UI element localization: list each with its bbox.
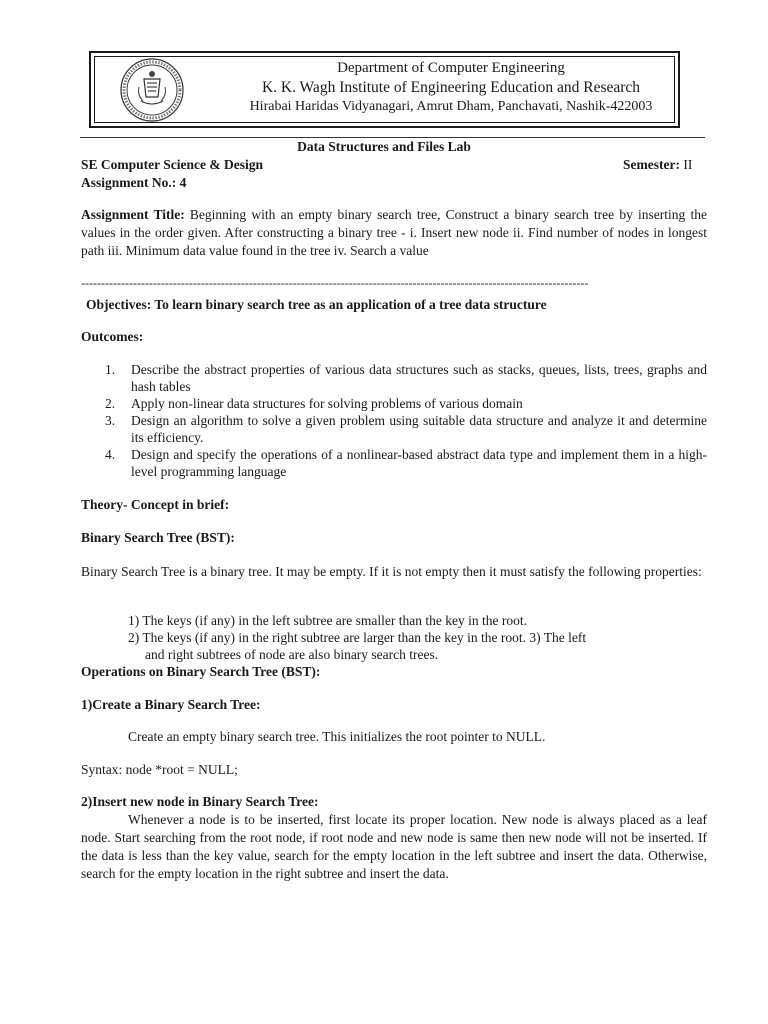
bst-property-1: 1) The keys (if any) in the left subtree are smaller than the key in the root.: [128, 613, 527, 628]
insert-heading: 2)Insert new node in Binary Search Tree:: [81, 794, 319, 809]
bst-heading: Binary Search Tree (BST):: [81, 530, 235, 545]
institute-address: Hirabai Haridas Vidyanagari, Amrut Dham, Panchavati, Nashik-422003: [249, 99, 653, 114]
list-item: 4. Design and specify the operations of a nonlinear-based abstract data type and implement them in a high-level programming language: [105, 447, 707, 479]
institute-name: K. K. Wagh Institute of Engineering Education and Research: [261, 79, 641, 96]
letterhead-box: [89, 51, 680, 128]
letterhead-text: [221, 59, 681, 116]
insert-text: Whenever a node is to be inserted, first locate its proper location. New node is always placed as a leaf node. Start searching from the root node, if root node and new node is same then new node will not be inserted. If the data is less than the key value, search for the empty location in the left subtree and insert the data. Otherwise, search for the empty location in the right subtree and insert the data.: [81, 812, 707, 881]
assignment-title-label: Assignment Title:: [81, 207, 185, 222]
semester: [623, 157, 692, 173]
semester-value: II: [683, 157, 693, 172]
operations-heading: Operations on Binary Search Tree (BST):: [81, 664, 321, 679]
list-item: 1. Describe the abstract properties of various data structures such as stacks, queues, lists, trees, graphs and hash tables: [105, 362, 707, 394]
department-name: Department of Computer Engineering: [337, 60, 565, 76]
assignment-number: Assignment No.: 4: [81, 175, 187, 190]
section-divider: -------------------------------------------------------------------------------------------------------------------------------: [81, 276, 589, 290]
list-item: 2. Apply non-linear data structures for solving problems of various domain: [105, 396, 523, 411]
objectives: Objectives: To learn binary search tree as an application of a tree data structure: [86, 297, 547, 312]
syntax-text: Syntax: node *root = NULL;: [81, 762, 238, 777]
outcomes-heading: Outcomes:: [81, 329, 144, 344]
course-name: SE Computer Science & Design: [81, 157, 263, 172]
semester-label: Semester:: [623, 157, 680, 172]
theory-heading: Theory- Concept in brief:: [81, 497, 230, 512]
institute-emblem-icon: [119, 57, 185, 123]
assignment-title-text: Beginning with an empty binary search tree, Construct a binary search tree by inserting the values in the order given. After constructing a binary tree - i. Insert new node ii. Find number of nodes in longest path iii. Minimum data value found in the tree iv. Search a value: [81, 207, 707, 258]
header-rule: [80, 137, 705, 138]
list-item: 3. Design an algorithm to solve a given problem using suitable data structure and analyze it and determine its efficiency.: [105, 413, 707, 445]
bst-property-2-continued: and right subtrees of node are also binary search trees.: [145, 647, 439, 662]
outcomes-list: [105, 361, 707, 480]
assignment-title: [81, 206, 707, 260]
create-text: Create an empty binary search tree. This initializes the root pointer to NULL.: [128, 729, 546, 744]
lab-title: Data Structures and Files Lab: [297, 139, 471, 154]
bst-property-2: 2) The keys (if any) in the right subtree are larger than the key in the root. 3) The left: [128, 630, 587, 645]
bst-intro: Binary Search Tree is a binary tree. It may be empty. If it is not empty then it must satisfy the following properties:: [81, 564, 702, 579]
create-heading: 1)Create a Binary Search Tree:: [81, 697, 261, 712]
